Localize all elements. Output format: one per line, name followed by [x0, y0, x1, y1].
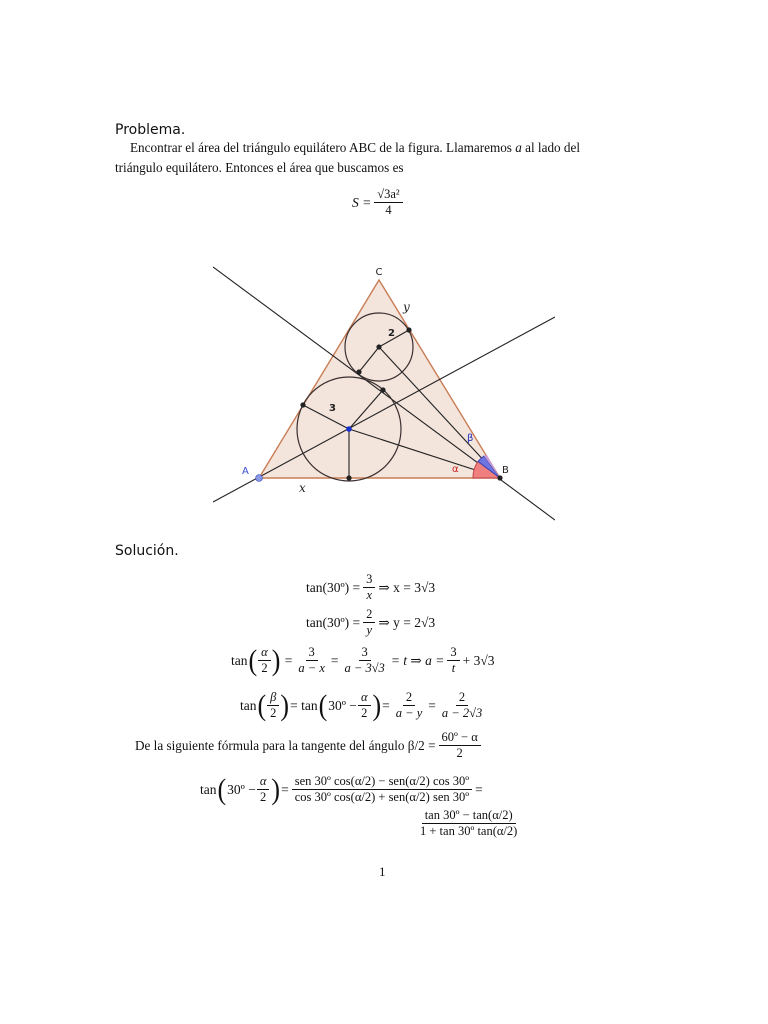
eq5-in-den: 2	[260, 790, 267, 804]
eq1-num: 3	[363, 572, 375, 588]
point-circle2-lower	[356, 369, 361, 374]
eq2-num: 2	[363, 607, 375, 623]
equilateral-triangle	[259, 280, 500, 478]
point-tangent-bottom	[346, 475, 351, 480]
page-number: 1	[379, 864, 386, 879]
problem-paragraph	[115, 138, 655, 178]
eq3-arg-num: α	[258, 645, 271, 661]
eq5-inner: 30º −	[227, 781, 256, 797]
label-A: A	[242, 466, 249, 477]
area-denominator: 4	[385, 203, 392, 217]
eq3-f3-num: 3	[447, 645, 459, 661]
eq5-result-num: tan 30º − tan(α/2)	[422, 808, 516, 824]
equation-tan-beta: tan ( $\frac{\beta}{2}$ ) = tan ( 30º − $\frac{\alpha}{2}$ ) = $\frac{2}{a - y}$ = $\frac{2}{a - 2√3}$	[240, 690, 488, 721]
eq4-arg-num: β	[267, 690, 279, 706]
area-lhs: S =	[352, 194, 372, 210]
equation-tan30-x	[306, 572, 435, 603]
eq5-trail: =	[475, 781, 483, 797]
eq5-in-num: α	[257, 774, 270, 790]
formula-den: 2	[456, 746, 463, 760]
label-C: C	[375, 267, 383, 278]
eq5-big-den: cos 30º cos(α/2) + sen(α/2) sen 30º	[294, 790, 470, 804]
eq4-f2-num: 2	[456, 690, 468, 706]
label-beta: β	[467, 433, 474, 444]
formula-intro-line	[135, 730, 484, 761]
problem-heading: Problema.	[115, 122, 186, 138]
problem-line-1: Encontrar el área del triángulo equilátero ABC de la figura. Llamaremos	[130, 140, 512, 155]
eq3-tail: + 3√3	[462, 652, 495, 668]
equation-tan-difference: tan ( 30º − $\frac{\alpha}{2}$ ) = $\frac{\text{sen 30º cos(α/2) − sen(α/2) cos 30º}}{\text{cos 30º cos(α/2) + sen(α/2) sen 30º}}$ =	[200, 772, 483, 806]
equation-tan30-y	[306, 607, 435, 638]
eq4-tan: tan	[240, 697, 257, 713]
eq1-rhs: ⇒ x = 3√3	[378, 579, 436, 595]
eq4-in-num: α	[358, 690, 371, 706]
equation-tan-alpha: tan ( $\frac{\alpha}{2}$ ) = $\frac{3}{a - x}$ = $\frac{3}{a - 3√3}$ = t ⇒ a = $\frac{3}{t}$ + 3√3	[231, 643, 495, 677]
point-A	[256, 475, 263, 482]
eq2-den: y	[366, 623, 373, 637]
eq1-lhs: tan(30º) =	[306, 579, 361, 595]
eq2-rhs: ⇒ y = 2√3	[378, 614, 436, 630]
eq3-f3-den: t	[451, 661, 456, 675]
label-x: x	[299, 481, 306, 495]
label-alpha: α	[452, 464, 459, 475]
geometry-figure	[213, 262, 555, 524]
label-y: y	[403, 300, 410, 314]
eq2-lhs: tan(30º) =	[306, 614, 361, 630]
eq4-f1-num: 2	[403, 690, 415, 706]
point-center-3	[346, 426, 352, 432]
problem-line-2: triángulo equilátero. Entonces el área que buscamos es	[115, 160, 404, 175]
label-B: B	[502, 465, 509, 476]
eq3-mid: = t ⇒ a =	[390, 652, 445, 668]
point-tangent-left	[300, 402, 305, 407]
area-numerator: √3a²	[374, 187, 402, 203]
point-tangent-shared	[380, 387, 385, 392]
label-2: 2	[388, 328, 395, 339]
eq4-eq-tan: = tan	[290, 697, 318, 713]
eq4-arg-den: 2	[270, 706, 277, 720]
label-3: 3	[329, 403, 336, 414]
eq5-result-den: 1 + tan 30º tan(α/2)	[420, 824, 518, 838]
eq3-f1-den: a − x	[298, 661, 325, 675]
equation-tan-difference-result	[414, 808, 523, 839]
eq5-big-num: sen 30º cos(α/2) − sen(α/2) cos 30º	[292, 774, 472, 790]
area-formula	[352, 187, 406, 218]
eq3-arg-den: 2	[261, 661, 268, 675]
point-center-2	[376, 344, 381, 349]
eq4-f1-den: a − y	[395, 706, 423, 720]
eq3-f2-den: a − 3√3	[344, 661, 385, 675]
problem-line-1-end: al lado del	[525, 140, 581, 155]
eq1-den: x	[366, 588, 373, 602]
point-tangent-right	[406, 327, 411, 332]
eq4-in-den: 2	[361, 706, 368, 720]
variable-a: a	[515, 140, 522, 155]
eq3-tan: tan	[231, 652, 248, 668]
eq3-f1-num: 3	[306, 645, 318, 661]
eq3-f2-num: 3	[359, 645, 371, 661]
formula-num: 60º − α	[439, 730, 481, 746]
solution-heading: Solución.	[115, 543, 179, 559]
eq5-tan: tan	[200, 781, 217, 797]
eq4-inner: 30º −	[328, 697, 357, 713]
formula-intro-text: De la siguiente fórmula para la tangente del ángulo β/2 =	[135, 737, 436, 753]
point-B	[497, 475, 502, 480]
eq4-f2-den: a − 2√3	[441, 706, 483, 720]
